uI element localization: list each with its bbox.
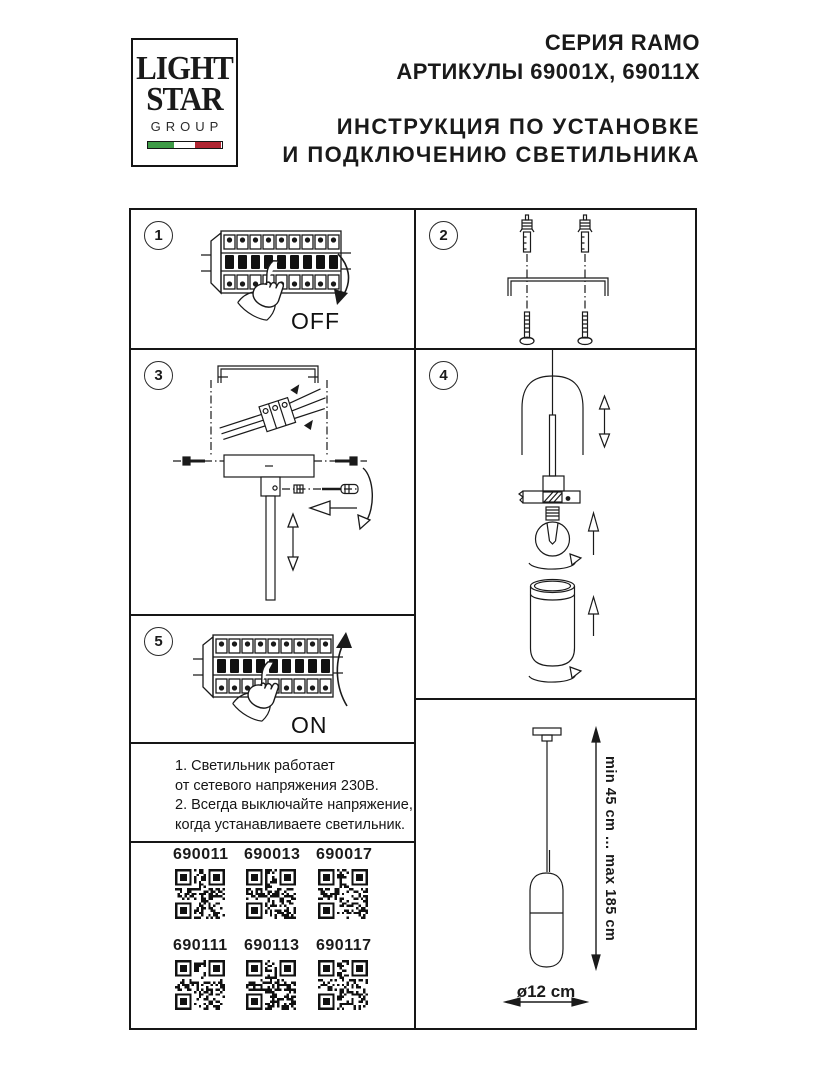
step-5-panel	[131, 616, 416, 744]
qr-code	[318, 869, 368, 919]
diameter-label: ø12 cm	[516, 982, 576, 1001]
step-1-panel	[131, 210, 416, 350]
note-line-1: 1. Светильник работает	[175, 758, 335, 774]
qr-item	[244, 937, 298, 1010]
step-5-number: 5	[144, 627, 173, 656]
qr-item	[244, 846, 301, 919]
canopy-wiring-diagram	[131, 350, 414, 612]
flag-white-stripe	[174, 142, 195, 148]
qr-article-number: 690013	[244, 846, 301, 863]
qr-item	[316, 846, 373, 919]
logo-word-light: LIGHT	[136, 48, 233, 87]
qr-code	[246, 960, 296, 1010]
instruction-title-line1: ИНСТРУКЦИЯ ПО УСТАНОВКЕ	[336, 114, 700, 139]
off-label: OFF	[291, 308, 340, 334]
note-line-2: от сетевого напряжения 230В.	[175, 777, 379, 794]
logo-word-star: STAR	[146, 79, 223, 118]
on-label: ON	[291, 712, 328, 738]
flag-red-stripe	[195, 142, 222, 148]
articles-line: АРТИКУЛЫ 69001X, 69011X	[396, 58, 700, 84]
step-1-number: 1	[144, 221, 173, 250]
mounting-hardware-diagram	[416, 210, 695, 346]
step-4-number: 4	[429, 361, 458, 390]
step-2-number: 2	[429, 221, 458, 250]
document-header	[282, 29, 700, 169]
qr-codes-panel	[131, 843, 416, 1028]
step-2-panel	[416, 210, 695, 350]
logo-word-group: GROUP	[150, 119, 224, 134]
qr-code	[175, 960, 225, 1010]
qr-article-number: 690111	[173, 937, 228, 954]
qr-code	[246, 869, 296, 919]
height-range-label: min 45 cm ... max 185 cm	[602, 756, 618, 942]
lamp-assembly-diagram	[416, 350, 695, 698]
lightstar-logo	[131, 38, 238, 167]
instruction-grid	[129, 208, 697, 1030]
qr-article-number: 690011	[173, 846, 229, 863]
note-line-4: когда устанавливаете светильник.	[175, 816, 406, 833]
breaker-off-diagram	[131, 210, 414, 346]
qr-item	[316, 937, 370, 1010]
step-4-panel	[416, 350, 695, 700]
breaker-on-diagram	[131, 616, 414, 740]
step-3-panel	[131, 350, 416, 616]
note-line-3: 2. Всегда выключайте напряжение,	[175, 797, 413, 813]
flag-green-stripe	[148, 142, 175, 148]
pendant-dimensions-diagram	[416, 700, 695, 1028]
qr-code	[318, 960, 368, 1010]
instruction-title-line2: И ПОДКЛЮЧЕНИЮ СВЕТИЛЬНИКА	[282, 142, 700, 167]
qr-item	[173, 846, 227, 919]
step-3-number: 3	[144, 361, 173, 390]
safety-notes-panel	[131, 744, 416, 843]
italian-flag-icon	[147, 141, 223, 149]
pendant-dimensions-panel	[416, 700, 695, 1028]
qr-code	[175, 869, 225, 919]
series-title: СЕРИЯ RAMO	[544, 30, 700, 55]
qr-article-number: 690113	[244, 937, 300, 954]
qr-article-number: 690017	[316, 846, 373, 863]
qr-item	[173, 937, 227, 1010]
qr-article-number: 690117	[316, 937, 372, 954]
